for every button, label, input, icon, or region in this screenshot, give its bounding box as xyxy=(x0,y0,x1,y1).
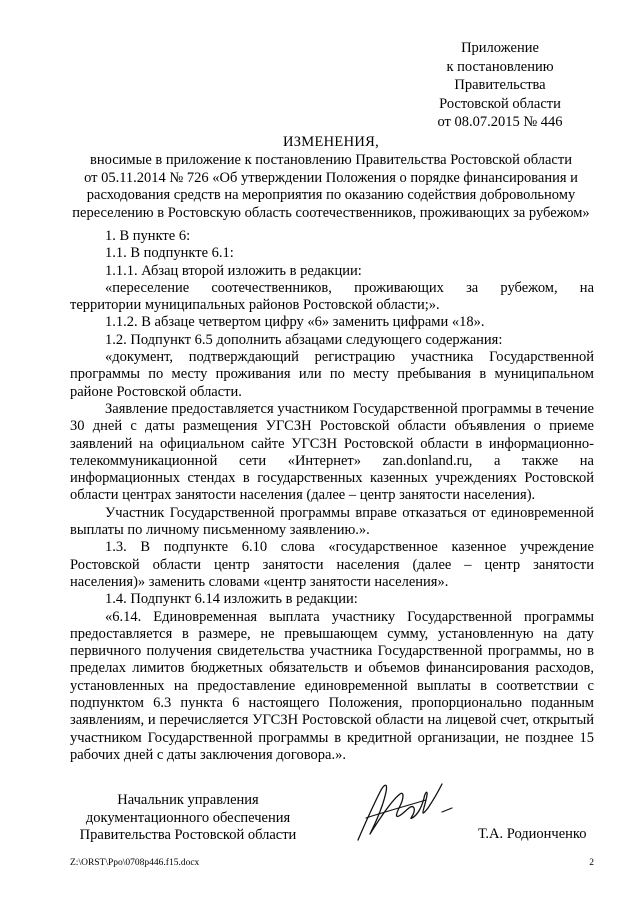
paragraph: 1.1.2. В абзаце четвертом цифру «6» заменить цифрами «18». xyxy=(105,314,485,331)
paragraph: территории муниципальных районов Ростовской области;». xyxy=(70,297,440,314)
paragraph: 1.2. Подпункт 6.5 дополнить абзацами следующего содержания: xyxy=(105,331,503,348)
approval-line-5: от 08.07.2015 № 446 xyxy=(437,114,563,130)
paragraph: «переселение соотечественников, проживающих за рубежом, на xyxy=(105,279,594,296)
signatory-position xyxy=(68,792,308,845)
title-heading: ИЗМЕНЕНИЯ, xyxy=(282,134,380,150)
paragraph: Участник Государственной программы вправе отказаться от единовременной выплаты по личному письменному заявлению.». xyxy=(70,504,594,539)
paragraph: 1.1. В подпункте 6.1: xyxy=(105,245,234,262)
document-body xyxy=(70,228,594,764)
title-subtitle-4: переселению в Ростовскую область соотечественников, проживающих за рубежом» xyxy=(72,205,590,222)
approval-line-4: Ростовской области xyxy=(439,95,561,112)
signatory-position-line-3: Правительства Ростовской области xyxy=(79,827,297,843)
document-title xyxy=(64,134,598,223)
title-subtitle-3: расходования средств на мероприятия по оказанию содействия добровольному xyxy=(86,187,576,204)
paragraph: 1.3. В подпункте 6.10 слова «государственное казенное учреждение Ростовской области центр занятости населения (далее – центр занятости населения)» заменить словами «центр занятости населения». xyxy=(70,539,594,590)
paragraph: 1.4. Подпункт 6.14 изложить в редакции: xyxy=(105,591,358,608)
paragraph: 1. В пункте 6: xyxy=(105,228,191,244)
title-subtitle-2: от 05.11.2014 № 726 «Об утверждении Положения о порядке финансирования и xyxy=(84,169,578,186)
paragraph: «документ, подтверждающий регистрацию участника Государственной программы по месту проживания или по месту пребывания в муниципальном районе Ростовской области. xyxy=(70,349,594,400)
paragraph: 1.1.1. Абзац второй изложить в редакции: xyxy=(105,262,362,279)
handwritten-signature xyxy=(350,778,460,848)
file-path: Z:\ORST\Ppo\0708p446.f15.docx xyxy=(70,858,200,868)
paragraph: Заявление предоставляется участником Государственной программы в течение 30 дней с даты размещения УГСЗН Ростовской области объявления о приеме заявлений на официальном сайте УГСЗН Ростовской области в информационно-телекоммуникационной сети «Интернет» zan.donland.ru, а также на информационных стендах в государственных казенных учреждениях Ростовской области центрах занятости населения (далее – центр занятости населения). xyxy=(70,400,594,504)
paragraph: «6.14. Единовременная выплата участнику Государственной программы предоставляется в размере, не превышающем сумму, установленную на дату первичного получения свидетельства участника Государственной программы, но в пределах лимитов бюджетных обязательств и объемов финансирования расходов, установленных на предоставление единовременной выплаты в соответствии с подпунктом 6.3 пункта 6 настоящего Положения, пропорционально поданным заявлениям, и перечисляется УГСЗН Ростовской области на лицевой счет, открытый участником Государственной программы в кредитной организации, не позднее 15 рабочих дней с даты заключения договора.». xyxy=(70,608,594,763)
signatory-position-line-1: Начальник управления xyxy=(117,792,259,808)
signatory-position-line-2: документационного обеспечения xyxy=(85,809,291,826)
approval-line-1: Приложение xyxy=(461,40,539,56)
page-number: 2 xyxy=(589,858,594,868)
title-subtitle-1: вносимые в приложение к постановлению Правительства Ростовской области xyxy=(90,151,572,168)
approval-line-3: Правительства xyxy=(454,77,546,93)
approval-line-2: к постановлению xyxy=(446,58,554,75)
signatory-name: Т.А. Родионченко xyxy=(478,826,587,842)
approval-stamp xyxy=(400,39,600,132)
